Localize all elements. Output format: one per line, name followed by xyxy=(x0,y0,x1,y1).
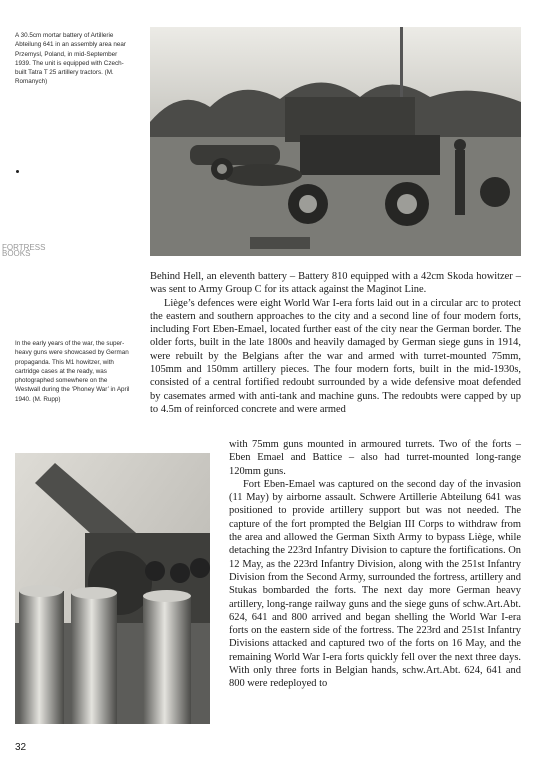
photo-mortar-battery xyxy=(150,27,521,256)
page-number: 32 xyxy=(15,742,27,753)
photo-howitzer xyxy=(15,453,210,724)
paragraph: with 75mm guns mounted in armoured turrets. Two of the forts – Eben Emael and Battice – also had turret-mounted long-range 120mm guns. xyxy=(229,439,521,477)
watermark-text: FORTRESS BOOKS xyxy=(2,243,46,258)
photo-caption-top: A 30.5cm mortar battery of Artillerie Abteilung 641 in an assembly area near Przemysl, Poland, in mid-September 1939. The unit is equipped with Czech-built Tatra T 25 artillery tractors. (M. Romanych) xyxy=(15,32,126,86)
paragraph: Fort Eben-Emael was captured on the second day of the invasion (11 May) by airborne assault. Schwere Artillerie Abteilung 641 was positioned to provide artillery support but was not needed. The capture of the fort prompted the Belgian III Corps to withdraw from the area and allowed the German Sixth Army to bypass Liège, while detaching the 223rd Infantry Division to capture the fortifications. On 12 May, as the 223rd Infantry Division, along with the 251st Infantry Division from the Second Army, surrounded the fortress, artillery and Stukas bombarded the forts. The next day more German heavy artillery, long-range railway guns and the siege guns of schw.Art.Abt. 624, 641 and 800 arrived and began shelling the World War I-era forts on the eastern side of the fortress. The 223rd and 251st Infantry Divisions attacked and captured two of the forts on 16 May, and the remaining World War I-era forts quickly fell over the next three days. With only three forts in Belgian hands, schw.Art.Abt. 624, 641 and 800 were redeployed to xyxy=(229,478,521,690)
paragraph: Behind Hell, an eleventh battery – Battery 810 equipped with a 42cm Skoda howitzer – was sent to Army Group C for its attack against the Maginot Line. xyxy=(150,271,521,296)
body-text-wide xyxy=(150,270,521,416)
body-text-narrow xyxy=(229,438,521,691)
page-marker-dot xyxy=(16,170,19,173)
watermark xyxy=(2,243,46,258)
photo-caption-middle: In the early years of the war, the super-heavy guns were showcased by German propaganda. This M1 howitzer, with cartridge cases at the ready, was photographed somewhere on the Westwall during the ‘Phoney War’ in April 1940. (M. Rupp) xyxy=(15,340,130,403)
paragraph: Liège’s defences were eight World War I-era forts laid out in a circular arc to protect the eastern and southern approaches to the city and a second line of four modern forts, including Fort Eben-Emael, located further east of the city near the German border. The older forts, built in the late 1800s and heavily damaged by German siege guns in 1914, were rebuilt by the Belgians after the war and armed with turret-mounted 75mm, 105mm and 150mm artillery pieces. The four modern forts, built in the mid-1930s, consisted of a central fortified redoubt surrounded by a wide defensive moat defended by casemates armed with anti-tank and machine guns. The redoubts were capped by up to 4.5m of reinforced concrete and were armed xyxy=(150,297,521,415)
